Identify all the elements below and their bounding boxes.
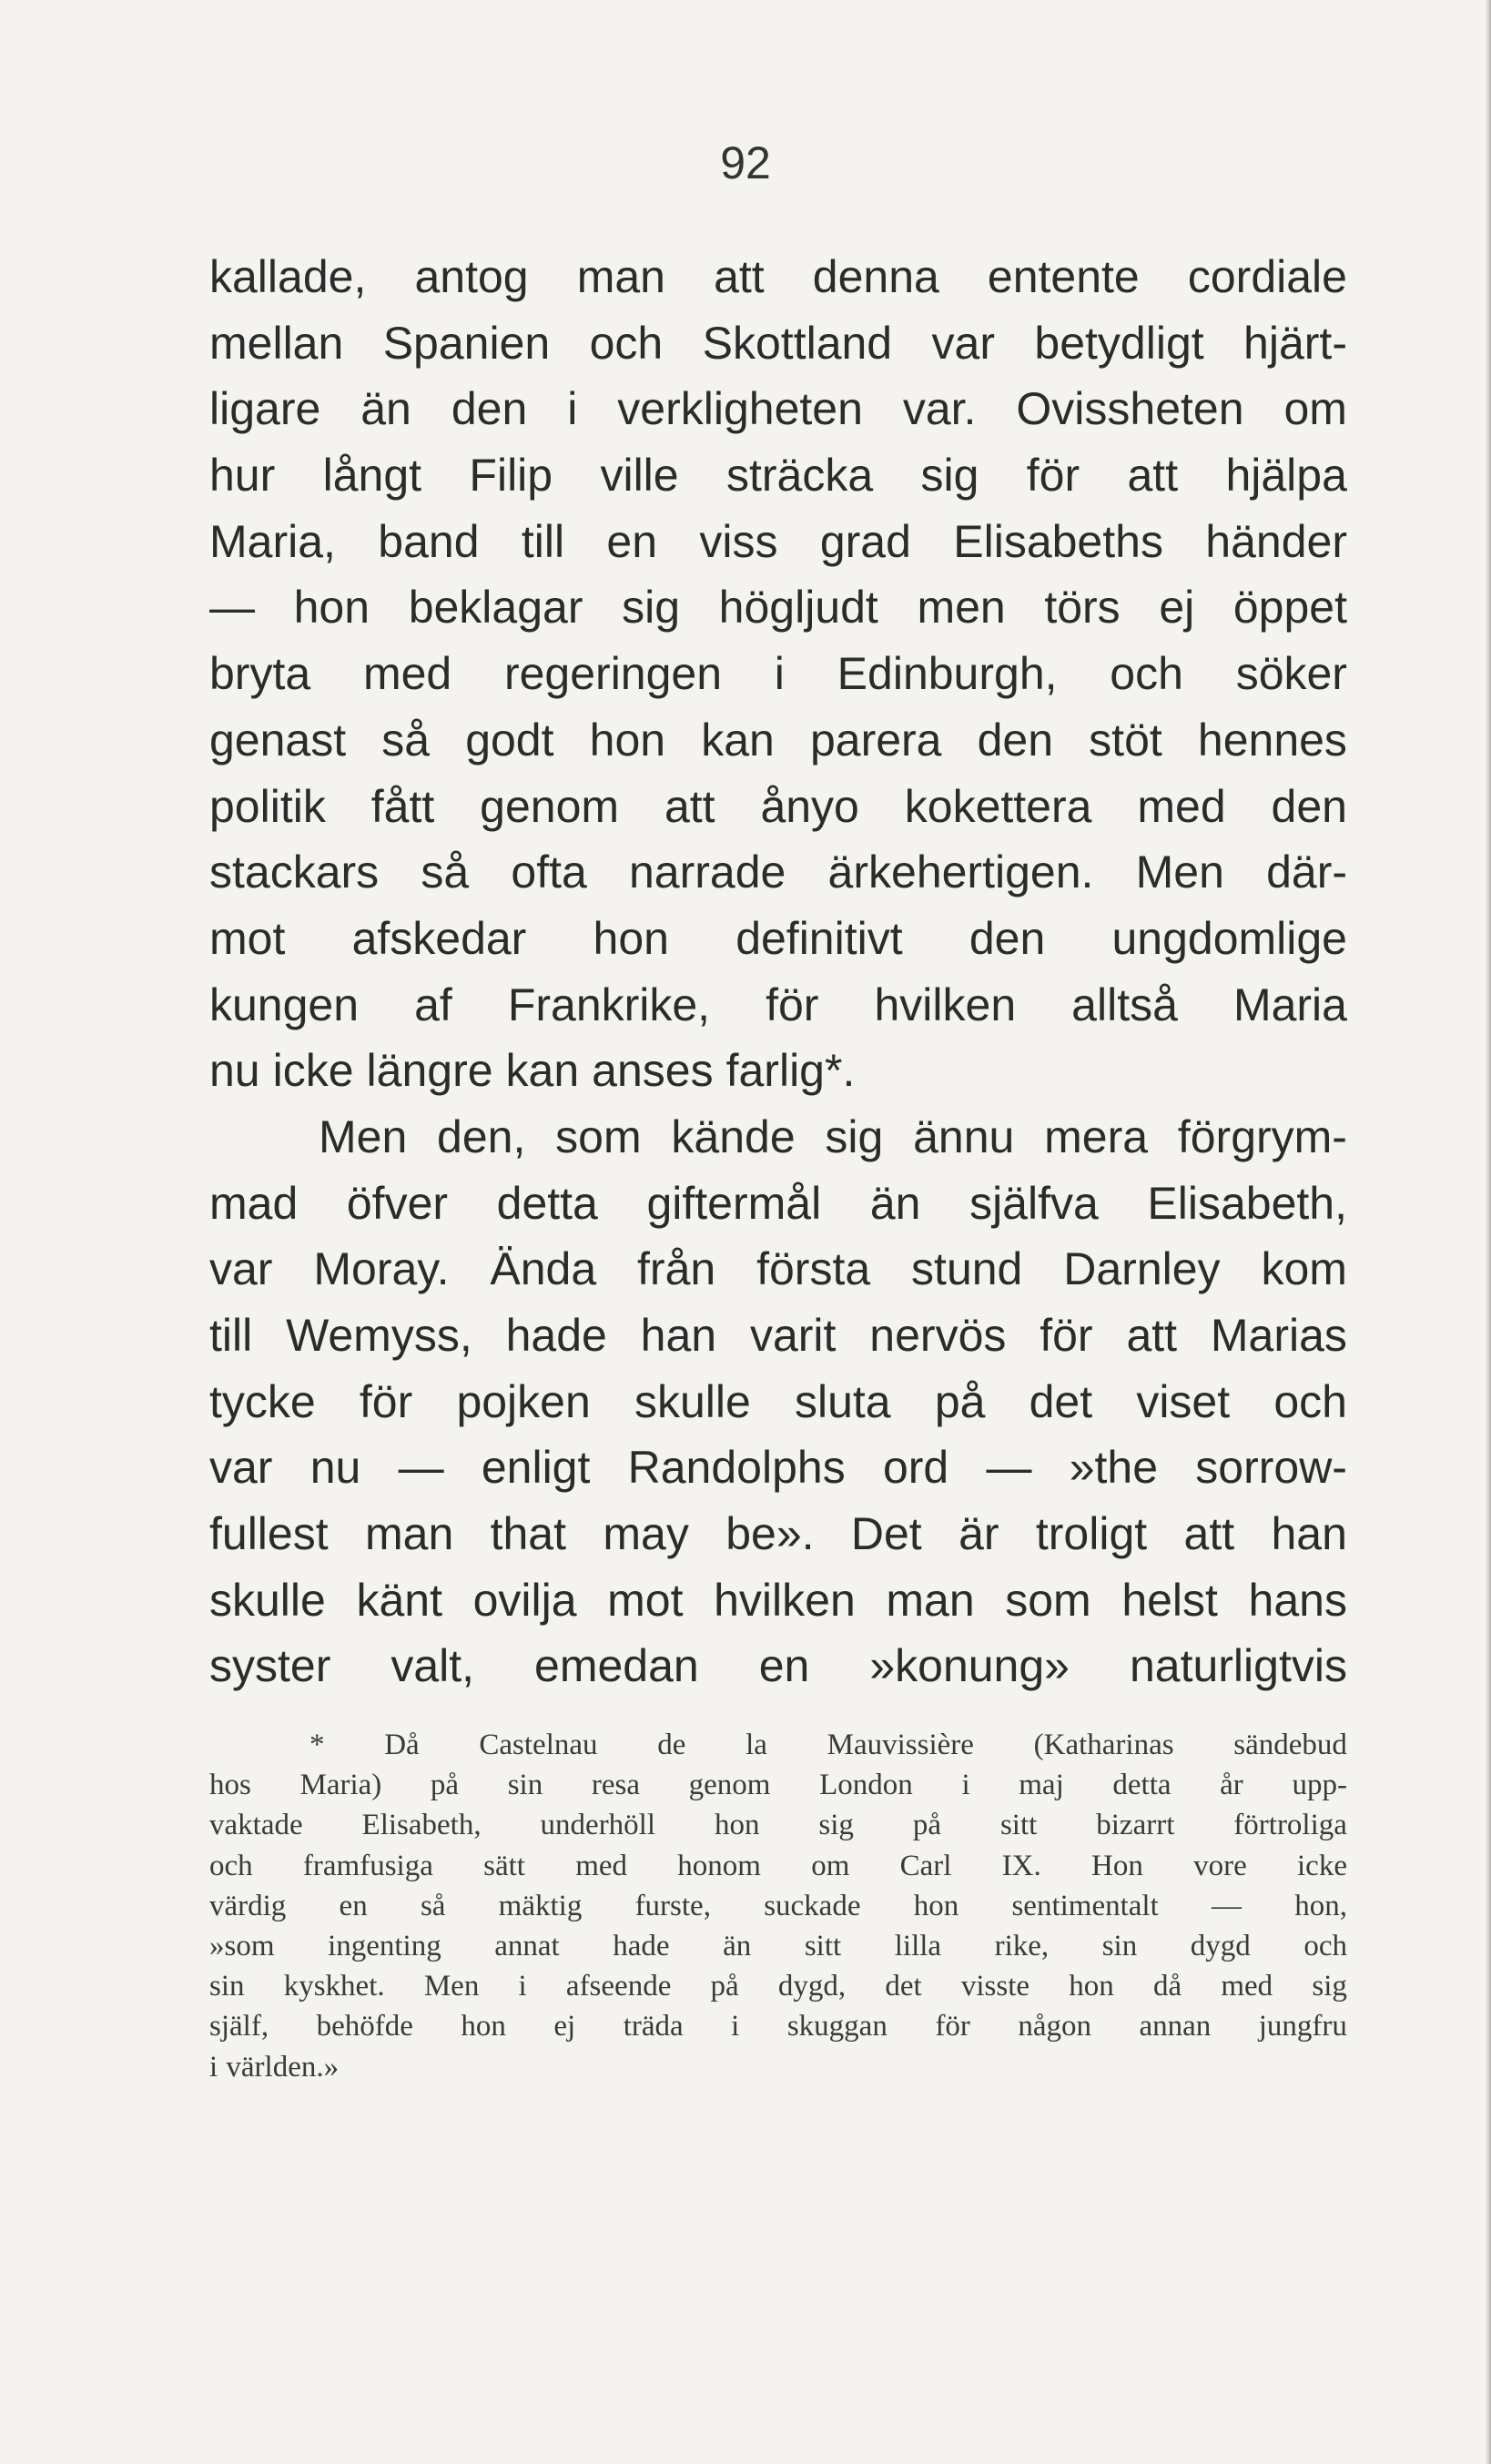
footnote-line: i världen.»: [209, 2050, 340, 2084]
text-line: stackars så ofta narrade ärkehertigen. Men där-: [209, 847, 1347, 898]
text-line: genast så godt hon kan parera den stöt hennes: [209, 714, 1347, 766]
text-line: mot afskedar hon definitivt den ungdomlige: [209, 912, 1347, 964]
text-line: — hon beklagar sig högljudt men törs ej öppet: [209, 582, 1347, 634]
footnote-line: värdig en så mäktig furste, suckade hon sentimentalt — hon,: [209, 1889, 1347, 1922]
footnote-block: [209, 1725, 1347, 2087]
text-line: syster valt, emedan en »konung» naturligtvis: [209, 1640, 1347, 1692]
text-line: mad öfver detta giftermål än själfva Elisabeth,: [209, 1177, 1347, 1229]
footnote-line: * Då Castelnau de la Mauvissière (Katharinas sändebud: [309, 1729, 1347, 1761]
footnote-line: sin kyskhet. Men i afseende på dygd, det visste hon då med sig: [209, 1970, 1347, 2003]
scan-edge-shadow: [1486, 0, 1491, 2464]
text-line: hur långt Filip ville sträcka sig för att hjälpa: [209, 450, 1347, 502]
text-line: Maria, band till en viss grad Elisabeths händer: [209, 515, 1347, 567]
footnote-line: hos Maria) på sin resa genom London i maj detta år upp-: [209, 1769, 1347, 1802]
text-line: Men den, som kände sig ännu mera förgrym-: [319, 1110, 1347, 1162]
text-line: mellan Spanien och Skottland var betydligt hjärt-: [209, 317, 1347, 369]
text-line: var Moray. Ända från första stund Darnley kom: [209, 1243, 1347, 1295]
footnote-line: »som ingenting annat hade än sitt lilla rike, sin dygd och: [209, 1929, 1347, 1962]
text-line: till Wemyss, hade han varit nervös för att Marias: [209, 1310, 1347, 1361]
text-line: bryta med regeringen i Edinburgh, och söker: [209, 648, 1347, 700]
text-line: skulle känt ovilja mot hvilken man som helst hans: [209, 1574, 1347, 1626]
footnote-line: själf, behöfde hon ej träda i skuggan för någon annan jungfru: [209, 2010, 1347, 2043]
text-line: tycke för pojken skulle sluta på det viset och: [209, 1375, 1347, 1427]
text-line: kungen af Frankrike, för hvilken alltså Maria: [209, 979, 1347, 1030]
text-line: fullest man that may be». Det är troligt att han: [209, 1508, 1347, 1560]
footnote-line: vaktade Elisabeth, underhöll hon sig på sitt bizarrt förtroliga: [209, 1809, 1347, 1842]
text-line: var nu — enligt Randolphs ord — »the sorrow-: [209, 1442, 1347, 1494]
text-line: kallade, antog man att denna entente cordiale: [209, 251, 1347, 302]
footnote-line: och framfusiga sätt med honom om Carl IX. Hon vore icke: [209, 1849, 1347, 1882]
text-line: politik fått genom att ånyo kokettera med den: [209, 780, 1347, 832]
main-text-block: [209, 244, 1347, 1699]
text-line: nu icke längre kan anses farlig*.: [209, 1045, 856, 1097]
page-number: 92: [720, 137, 771, 188]
text-line: ligare än den i verkligheten var. Ovissheten om: [209, 383, 1347, 435]
